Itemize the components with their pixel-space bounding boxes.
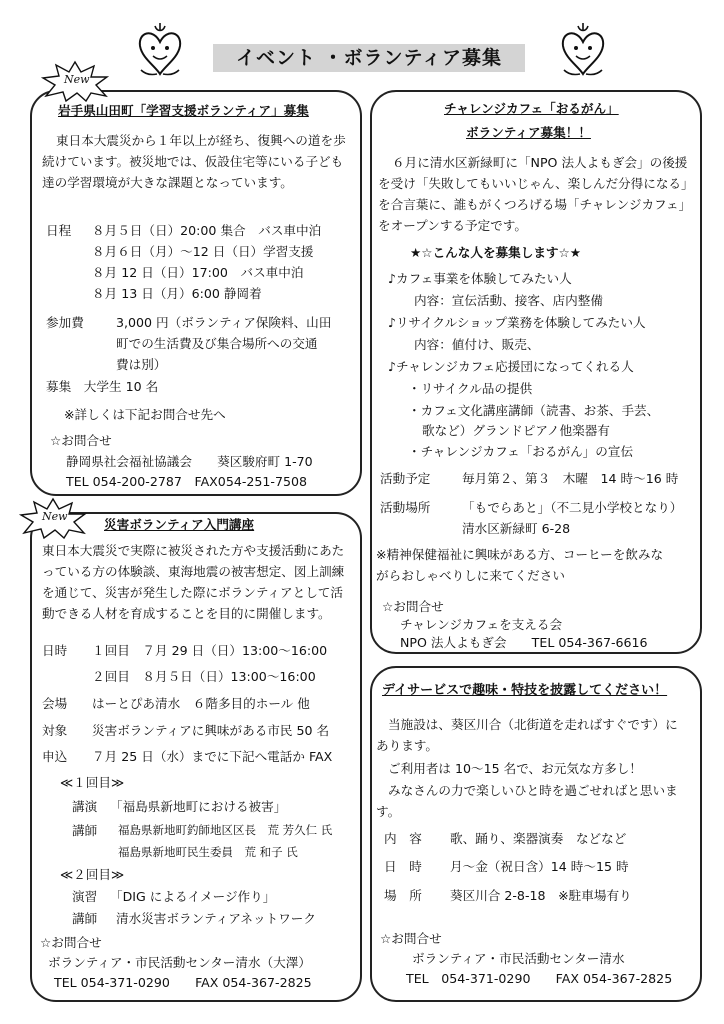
iwate-title: 岩手県山田町「学習支援ボランティア」募集: [58, 103, 309, 118]
new-label: New: [64, 73, 90, 86]
disaster-exercise-label: 演習: [72, 889, 98, 904]
cafe-item-3-sub-3: ・チャレンジカフェ「おるがん」の宣伝: [408, 444, 634, 459]
day-intro-3: みなさんの力で楽しいひと時を過ごせればと思います。: [376, 783, 678, 819]
iwate-schedule-label: 日程: [46, 223, 72, 238]
iwate-contact-org: 静岡県社会福祉協議会 葵区駿府町 1-70: [66, 454, 313, 469]
day-contact-tel: TEL 054-371-0290 FAX 054-367-2825: [406, 971, 673, 986]
disaster-lecturer3: 清水災害ボランティアネットワーク: [116, 911, 316, 926]
disaster-title: 災害ボランティア入門講座: [104, 517, 255, 532]
disaster-session-1: ≪１回目≫: [60, 775, 125, 790]
cafe-item-1-detail: 内容：宣伝活動、接客、店内整備: [414, 293, 603, 308]
cafe-sched-label: 活動予定: [380, 471, 431, 486]
cafe-contact-org-2: NPO 法人よもぎ会 TEL 054-367-6616: [400, 635, 648, 650]
cafe-title-2: ボランティア募集！！: [466, 125, 591, 140]
disaster-target-label: 対象: [42, 723, 68, 738]
day-place-label: 場 所: [384, 888, 422, 903]
disaster-date-1: １回目 ７月 29 日（日）13:00～16:00: [92, 643, 328, 658]
disaster-apply-label: 申込: [42, 749, 68, 764]
disaster-lecturer3-label: 講師: [72, 911, 98, 926]
new-badge-1: [40, 60, 110, 102]
iwate-contact-tel: TEL 054-200-2787 FAX054-251-7508: [66, 474, 308, 489]
cafe-item-3: ♪チャレンジカフェ応援団になってくれる人: [388, 359, 634, 374]
cafe-place-1: 「もでらあと」（不二見小学校となり）: [462, 500, 683, 515]
iwate-recruit: 募集 大学生 10 名: [46, 379, 159, 394]
disaster-contact-label: ☆お問合せ: [40, 935, 102, 950]
cafe-intro: ６月に清水区新緑町に「NPO 法人よもぎ会」の後援を受け「失敗してもいいじゃん、楽しんだ分得になる」を合言葉に、誰もがくつろげる場「チャレンジカフェ」をオープンする予定です。: [378, 155, 688, 233]
iwate-fee-1: 3,000 円（ボランティア保険料、山田: [116, 315, 332, 330]
cafe-contact-org-1: チャレンジカフェを支える会: [400, 617, 563, 632]
disaster-lecturer-1: 福島県新地町釣師地区区長 荒 芳久仁 氏: [118, 823, 333, 837]
heart-mascot-icon-right: [558, 20, 608, 82]
cafe-wanted: ★☆こんな人を募集します☆★: [410, 245, 582, 260]
day-intro-1: 当施設は、葵区川合（北街道を走ればすぐです）にあります。: [376, 717, 678, 753]
day-place: 葵区川合 2-8-18 ※駐車場有り: [450, 888, 632, 903]
cafe-note: ※精神保健福祉に興味がある方、コーヒーを飲みながらおしゃべりしに来てください: [376, 547, 664, 583]
cafe-contact-label: ☆お問合せ: [382, 599, 444, 614]
new-label: New: [42, 510, 68, 523]
cafe-title-1: チャレンジカフェ「おるがん」: [444, 101, 619, 116]
heart-mascot-icon-left: [135, 20, 185, 82]
day-content-label: 内 容: [384, 831, 422, 846]
new-badge-2: [18, 497, 88, 539]
disaster-contact-org: ボランティア・市民活動センター清水（大澤）: [48, 955, 311, 970]
day-title: デイサービスで趣味・特技を披露してください！: [382, 683, 668, 698]
disaster-venue: はーとぴあ清水 ６階多目的ホール 他: [92, 696, 310, 711]
disaster-date-label: 日時: [42, 643, 68, 658]
day-time: 月～金（祝日含）14 時～15 時: [450, 859, 629, 874]
day-contact-label: ☆お問合せ: [380, 931, 442, 946]
disaster-lecturer-label: 講師: [72, 823, 98, 838]
disaster-session-2: ≪２回目≫: [60, 867, 125, 882]
day-time-label: 日 時: [384, 859, 422, 874]
iwate-fee-2: 町での生活費及び集合場所への交通: [116, 336, 318, 351]
cafe-item-2-detail: 内容：値付け、販売、: [414, 337, 540, 352]
iwate-schedule-2: ８月６日（月）～12 日（日）学習支援: [92, 244, 314, 259]
iwate-fee-3: 費は別）: [116, 357, 167, 372]
cafe-sched: 毎月第２、第３ 木曜 14 時～16 時: [462, 471, 679, 486]
cafe-place-label: 活動場所: [380, 500, 431, 515]
iwate-contact-label: ☆お問合せ: [50, 433, 112, 448]
disaster-venue-label: 会場: [42, 696, 68, 711]
disaster-intro: 東日本大震災で実際に被災された方や支援活動にあたっている方の体験談、東海地震の被害想定、図上訓練を通じて、災害が発生した際にボランティアとして活動できる人材を育成することを目的に開催します。: [42, 543, 345, 621]
iwate-note: ※詳しくは下記お問合せ先へ: [64, 407, 226, 422]
disaster-apply: ７月 25 日（水）までに下記へ電話か FAX: [92, 749, 333, 764]
cafe-item-1: ♪カフェ事業を体験してみたい人: [388, 271, 572, 286]
cafe-item-3-sub-2a: ・カフェ文化講座講師（読書、お茶、手芸、: [408, 403, 660, 418]
iwate-schedule-1: ８月５日（日）20:00 集合 バス車中泊: [92, 223, 322, 238]
iwate-fee-label: 参加費: [46, 315, 84, 330]
day-content: 歌、踊り、楽器演奏 などなど: [450, 831, 627, 846]
cafe-place-2: 清水区新緑町 6-28: [462, 521, 571, 536]
disaster-lecturer-2: 福島県新地町民生委員 荒 和子 氏: [118, 845, 298, 859]
cafe-item-3-sub-2b: 歌など）グランドピアノ他楽器有: [422, 423, 610, 438]
iwate-intro: 東日本大震災から１年以上が経ち、復興への道を歩続けています。被災地では、仮設住宅等にいる子ども達の学習環境が大きな課題となっています。: [42, 133, 346, 190]
disaster-lecture-label: 講演: [72, 799, 98, 814]
disaster-lecture: 「福島県新地町における被害」: [110, 799, 287, 814]
day-intro-2: ご利用者は 10～15 名で、お元気な方多し！: [388, 761, 642, 776]
page-title: イベント ・ボランティア募集: [213, 44, 525, 72]
day-contact-org: ボランティア・市民活動センター清水: [412, 951, 625, 966]
cafe-item-3-sub-1: ・リサイクル品の提供: [408, 381, 533, 396]
disaster-target: 災害ボランティアに興味がある市民 50 名: [92, 723, 330, 738]
iwate-schedule-3: ８月 12 日（日）17:00 バス車中泊: [92, 265, 304, 280]
disaster-date-2: ２回目 ８月５日（日）13:00～16:00: [92, 669, 316, 684]
disaster-exercise: 「DIG によるイメージ作り」: [110, 889, 276, 904]
iwate-schedule-4: ８月 13 日（月）6:00 静岡着: [92, 286, 262, 301]
cafe-item-2: ♪リサイクルショップ業務を体験してみたい人: [388, 315, 646, 330]
disaster-contact-tel: TEL 054-371-0290 FAX 054-367-2825: [54, 975, 312, 990]
